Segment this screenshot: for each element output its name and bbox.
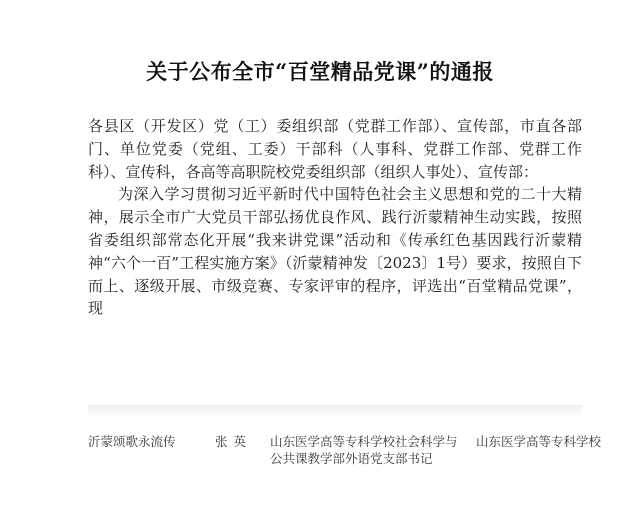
organization-text: 山东医学高等专科学校社会科学与公共课教学部外语党支部书记 — [270, 434, 458, 466]
speaker-cell: 张英 — [215, 434, 253, 449]
document-title: 关于公布全市“百堂精品党课”的通报 — [146, 59, 494, 84]
organization-cell — [270, 433, 466, 467]
course-title-cell: 沂蒙颂歌永流传 — [88, 434, 176, 449]
faded-text-line — [88, 405, 582, 417]
unit-cell: 山东医学高等专科学校 — [476, 434, 602, 449]
recipients-paragraph: 各县区（开发区）党（工）委组织部（党群工作部）、宣传部，市直各部门、单位党委（党组、工委）干部科（人事科、党群工作部、党群工作科）、宣传科，各高等高职院校党委组织部（组织人事处）、宣传部： — [88, 117, 582, 181]
document-body — [88, 115, 582, 320]
main-paragraph: 为深入学习贯彻习近平新时代中国特色社会主义思想和党的二十大精神，展示全市广大党员干部弘扬优良作风、践行沂蒙精神生动实践，按照省委组织部常态化开展“我来讲党课”活动和《传承红色基因践行沂蒙精神“六个一百”工程实施方案》（沂蒙精神发〔2023〕1号）要求，按照自下而上、逐级开展、市级竞赛、专家评审的程序，评选出“百堂精品党课”，现 — [88, 185, 582, 318]
